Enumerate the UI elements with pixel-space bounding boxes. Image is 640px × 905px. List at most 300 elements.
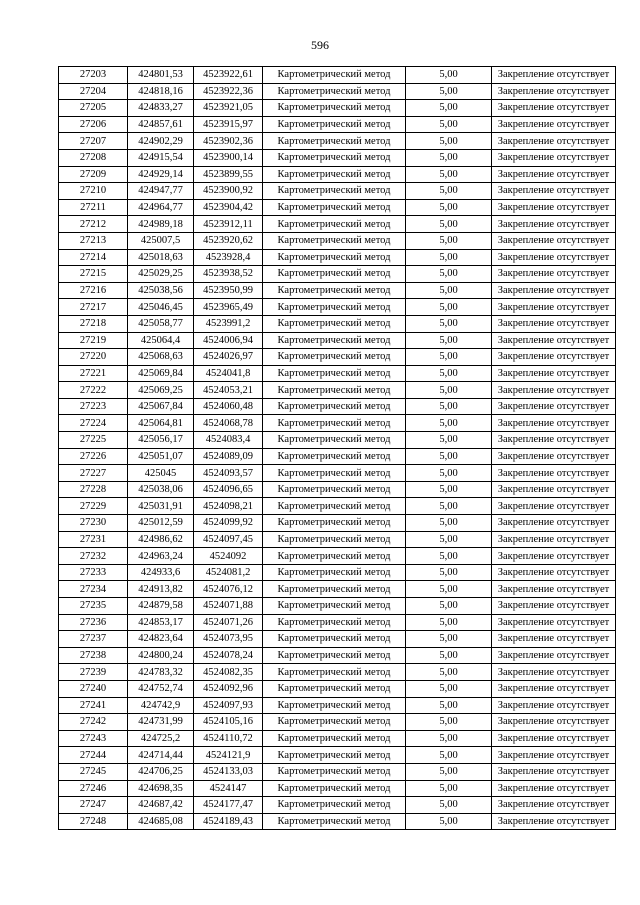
x-coordinate-cell: 425064,81	[128, 415, 194, 432]
x-coordinate-cell: 425018,63	[128, 249, 194, 266]
table-row	[59, 797, 616, 814]
table-row	[59, 149, 616, 166]
method-cell: Картометрический метод	[263, 797, 406, 814]
y-coordinate-cell: 4524147	[194, 780, 263, 797]
fixing-description-cell: Закрепление отсутствует	[492, 67, 616, 84]
method-cell: Картометрический метод	[263, 581, 406, 598]
page-number: 596	[311, 38, 329, 52]
x-coordinate-cell: 424706,25	[128, 763, 194, 780]
table-row	[59, 382, 616, 399]
point-number-cell: 27206	[59, 116, 128, 133]
accuracy-cell: 5,00	[406, 315, 492, 332]
point-number-cell: 27233	[59, 564, 128, 581]
table-row	[59, 647, 616, 664]
method-cell: Картометрический метод	[263, 83, 406, 100]
y-coordinate-cell: 4523912,11	[194, 216, 263, 233]
x-coordinate-cell: 424857,61	[128, 116, 194, 133]
method-cell: Картометрический метод	[263, 448, 406, 465]
point-number-cell: 27229	[59, 498, 128, 515]
accuracy-cell: 5,00	[406, 730, 492, 747]
table-row	[59, 730, 616, 747]
method-cell: Картометрический метод	[263, 332, 406, 349]
accuracy-cell: 5,00	[406, 763, 492, 780]
accuracy-cell: 5,00	[406, 647, 492, 664]
method-cell: Картометрический метод	[263, 747, 406, 764]
x-coordinate-cell: 424731,99	[128, 714, 194, 731]
method-cell: Картометрический метод	[263, 116, 406, 133]
table-row	[59, 249, 616, 266]
method-cell: Картометрический метод	[263, 631, 406, 648]
point-number-cell: 27228	[59, 481, 128, 498]
point-number-cell: 27234	[59, 581, 128, 598]
point-number-cell: 27231	[59, 531, 128, 548]
table-row	[59, 581, 616, 598]
point-number-cell: 27244	[59, 747, 128, 764]
fixing-description-cell: Закрепление отсутствует	[492, 631, 616, 648]
table-row	[59, 498, 616, 515]
accuracy-cell: 5,00	[406, 149, 492, 166]
table-row	[59, 598, 616, 615]
table-row	[59, 465, 616, 482]
fixing-description-cell: Закрепление отсутствует	[492, 730, 616, 747]
y-coordinate-cell: 4524071,26	[194, 614, 263, 631]
method-cell: Картометрический метод	[263, 216, 406, 233]
accuracy-cell: 5,00	[406, 714, 492, 731]
accuracy-cell: 5,00	[406, 614, 492, 631]
method-cell: Картометрический метод	[263, 564, 406, 581]
table-row	[59, 365, 616, 382]
method-cell: Картометрический метод	[263, 498, 406, 515]
table-row	[59, 67, 616, 84]
fixing-description-cell: Закрепление отсутствует	[492, 813, 616, 830]
y-coordinate-cell: 4524073,95	[194, 631, 263, 648]
y-coordinate-cell: 4523921,05	[194, 100, 263, 117]
y-coordinate-cell: 4524053,21	[194, 382, 263, 399]
table-row	[59, 664, 616, 681]
y-coordinate-cell: 4524092,96	[194, 680, 263, 697]
method-cell: Картометрический метод	[263, 365, 406, 382]
y-coordinate-cell: 4523965,49	[194, 299, 263, 316]
x-coordinate-cell: 424913,82	[128, 581, 194, 598]
fixing-description-cell: Закрепление отсутствует	[492, 133, 616, 150]
fixing-description-cell: Закрепление отсутствует	[492, 481, 616, 498]
fixing-description-cell: Закрепление отсутствует	[492, 714, 616, 731]
x-coordinate-cell: 424879,58	[128, 598, 194, 615]
y-coordinate-cell: 4523900,92	[194, 183, 263, 200]
table-row	[59, 199, 616, 216]
accuracy-cell: 5,00	[406, 664, 492, 681]
y-coordinate-cell: 4524078,24	[194, 647, 263, 664]
x-coordinate-cell: 425068,63	[128, 349, 194, 366]
table-row	[59, 216, 616, 233]
point-number-cell: 27203	[59, 67, 128, 84]
fixing-description-cell: Закрепление отсутствует	[492, 647, 616, 664]
method-cell: Картометрический метод	[263, 697, 406, 714]
method-cell: Картометрический метод	[263, 415, 406, 432]
fixing-description-cell: Закрепление отсутствует	[492, 664, 616, 681]
table-row	[59, 315, 616, 332]
accuracy-cell: 5,00	[406, 631, 492, 648]
x-coordinate-cell: 424833,27	[128, 100, 194, 117]
y-coordinate-cell: 4524189,43	[194, 813, 263, 830]
y-coordinate-cell: 4523902,36	[194, 133, 263, 150]
x-coordinate-cell: 425012,59	[128, 515, 194, 532]
method-cell: Картометрический метод	[263, 67, 406, 84]
accuracy-cell: 5,00	[406, 282, 492, 299]
point-number-cell: 27239	[59, 664, 128, 681]
accuracy-cell: 5,00	[406, 697, 492, 714]
point-number-cell: 27215	[59, 266, 128, 283]
x-coordinate-cell: 425046,45	[128, 299, 194, 316]
fixing-description-cell: Закрепление отсутствует	[492, 448, 616, 465]
x-coordinate-cell: 425007,5	[128, 232, 194, 249]
fixing-description-cell: Закрепление отсутствует	[492, 100, 616, 117]
fixing-description-cell: Закрепление отсутствует	[492, 282, 616, 299]
y-coordinate-cell: 4523991,2	[194, 315, 263, 332]
table-row	[59, 481, 616, 498]
accuracy-cell: 5,00	[406, 299, 492, 316]
x-coordinate-cell: 424714,44	[128, 747, 194, 764]
point-number-cell: 27248	[59, 813, 128, 830]
table-row	[59, 133, 616, 150]
table-row	[59, 299, 616, 316]
accuracy-cell: 5,00	[406, 581, 492, 598]
method-cell: Картометрический метод	[263, 598, 406, 615]
y-coordinate-cell: 4524092	[194, 548, 263, 565]
point-number-cell: 27226	[59, 448, 128, 465]
point-number-cell: 27242	[59, 714, 128, 731]
y-coordinate-cell: 4523920,62	[194, 232, 263, 249]
y-coordinate-cell: 4524083,4	[194, 432, 263, 449]
fixing-description-cell: Закрепление отсутствует	[492, 199, 616, 216]
method-cell: Картометрический метод	[263, 647, 406, 664]
method-cell: Картометрический метод	[263, 614, 406, 631]
accuracy-cell: 5,00	[406, 116, 492, 133]
accuracy-cell: 5,00	[406, 531, 492, 548]
x-coordinate-cell: 424823,64	[128, 631, 194, 648]
table-row	[59, 531, 616, 548]
x-coordinate-cell: 425069,84	[128, 365, 194, 382]
x-coordinate-cell: 424685,08	[128, 813, 194, 830]
table-row	[59, 515, 616, 532]
x-coordinate-cell: 424698,35	[128, 780, 194, 797]
point-number-cell: 27245	[59, 763, 128, 780]
y-coordinate-cell: 4524068,78	[194, 415, 263, 432]
y-coordinate-cell: 4524177,47	[194, 797, 263, 814]
fixing-description-cell: Закрепление отсутствует	[492, 614, 616, 631]
accuracy-cell: 5,00	[406, 481, 492, 498]
table-row	[59, 166, 616, 183]
method-cell: Картометрический метод	[263, 100, 406, 117]
method-cell: Картометрический метод	[263, 149, 406, 166]
method-cell: Картометрический метод	[263, 432, 406, 449]
method-cell: Картометрический метод	[263, 481, 406, 498]
y-coordinate-cell: 4523950,99	[194, 282, 263, 299]
point-number-cell: 27214	[59, 249, 128, 266]
x-coordinate-cell: 424818,16	[128, 83, 194, 100]
y-coordinate-cell: 4523900,14	[194, 149, 263, 166]
fixing-description-cell: Закрепление отсутствует	[492, 515, 616, 532]
accuracy-cell: 5,00	[406, 100, 492, 117]
fixing-description-cell: Закрепление отсутствует	[492, 166, 616, 183]
x-coordinate-cell: 424964,77	[128, 199, 194, 216]
x-coordinate-cell: 425038,06	[128, 481, 194, 498]
fixing-description-cell: Закрепление отсутствует	[492, 315, 616, 332]
fixing-description-cell: Закрепление отсутствует	[492, 564, 616, 581]
table-row	[59, 100, 616, 117]
fixing-description-cell: Закрепление отсутствует	[492, 548, 616, 565]
y-coordinate-cell: 4524098,21	[194, 498, 263, 515]
table-row	[59, 564, 616, 581]
y-coordinate-cell: 4524097,45	[194, 531, 263, 548]
accuracy-cell: 5,00	[406, 67, 492, 84]
method-cell: Картометрический метод	[263, 780, 406, 797]
y-coordinate-cell: 4524006,94	[194, 332, 263, 349]
fixing-description-cell: Закрепление отсутствует	[492, 432, 616, 449]
fixing-description-cell: Закрепление отсутствует	[492, 780, 616, 797]
point-number-cell: 27208	[59, 149, 128, 166]
fixing-description-cell: Закрепление отсутствует	[492, 697, 616, 714]
table-row	[59, 83, 616, 100]
y-coordinate-cell: 4523899,55	[194, 166, 263, 183]
method-cell: Картометрический метод	[263, 548, 406, 565]
x-coordinate-cell: 425045	[128, 465, 194, 482]
fixing-description-cell: Закрепление отсутствует	[492, 382, 616, 399]
point-number-cell: 27221	[59, 365, 128, 382]
accuracy-cell: 5,00	[406, 598, 492, 615]
y-coordinate-cell: 4524060,48	[194, 398, 263, 415]
accuracy-cell: 5,00	[406, 349, 492, 366]
point-number-cell: 27212	[59, 216, 128, 233]
table-row	[59, 614, 616, 631]
y-coordinate-cell: 4524089,09	[194, 448, 263, 465]
point-number-cell: 27218	[59, 315, 128, 332]
x-coordinate-cell: 424752,74	[128, 680, 194, 697]
fixing-description-cell: Закрепление отсутствует	[492, 332, 616, 349]
point-number-cell: 27247	[59, 797, 128, 814]
point-number-cell: 27216	[59, 282, 128, 299]
y-coordinate-cell: 4524097,93	[194, 697, 263, 714]
point-number-cell: 27213	[59, 232, 128, 249]
point-number-cell: 27235	[59, 598, 128, 615]
fixing-description-cell: Закрепление отсутствует	[492, 216, 616, 233]
accuracy-cell: 5,00	[406, 797, 492, 814]
fixing-description-cell: Закрепление отсутствует	[492, 266, 616, 283]
table-row	[59, 415, 616, 432]
y-coordinate-cell: 4524096,65	[194, 481, 263, 498]
x-coordinate-cell: 424929,14	[128, 166, 194, 183]
accuracy-cell: 5,00	[406, 465, 492, 482]
point-number-cell: 27207	[59, 133, 128, 150]
fixing-description-cell: Закрепление отсутствует	[492, 680, 616, 697]
fixing-description-cell: Закрепление отсутствует	[492, 349, 616, 366]
point-number-cell: 27210	[59, 183, 128, 200]
method-cell: Картометрический метод	[263, 714, 406, 731]
point-number-cell: 27241	[59, 697, 128, 714]
table-row	[59, 183, 616, 200]
x-coordinate-cell: 424783,32	[128, 664, 194, 681]
point-number-cell: 27219	[59, 332, 128, 349]
accuracy-cell: 5,00	[406, 249, 492, 266]
table-row	[59, 780, 616, 797]
fixing-description-cell: Закрепление отсутствует	[492, 498, 616, 515]
point-number-cell: 27205	[59, 100, 128, 117]
x-coordinate-cell: 424933,6	[128, 564, 194, 581]
y-coordinate-cell: 4524076,12	[194, 581, 263, 598]
x-coordinate-cell: 425056,17	[128, 432, 194, 449]
accuracy-cell: 5,00	[406, 133, 492, 150]
method-cell: Картометрический метод	[263, 183, 406, 200]
point-number-cell: 27224	[59, 415, 128, 432]
fixing-description-cell: Закрепление отсутствует	[492, 581, 616, 598]
x-coordinate-cell: 425069,25	[128, 382, 194, 399]
point-number-cell: 27240	[59, 680, 128, 697]
y-coordinate-cell: 4524099,92	[194, 515, 263, 532]
table-row	[59, 116, 616, 133]
accuracy-cell: 5,00	[406, 813, 492, 830]
fixing-description-cell: Закрепление отсутствует	[492, 763, 616, 780]
fixing-description-cell: Закрепление отсутствует	[492, 797, 616, 814]
fixing-description-cell: Закрепление отсутствует	[492, 149, 616, 166]
method-cell: Картометрический метод	[263, 315, 406, 332]
accuracy-cell: 5,00	[406, 498, 492, 515]
coordinates-table	[58, 66, 616, 830]
y-coordinate-cell: 4523928,4	[194, 249, 263, 266]
table-row	[59, 266, 616, 283]
fixing-description-cell: Закрепление отсутствует	[492, 398, 616, 415]
table-row	[59, 232, 616, 249]
method-cell: Картометрический метод	[263, 515, 406, 532]
point-number-cell: 27222	[59, 382, 128, 399]
accuracy-cell: 5,00	[406, 83, 492, 100]
method-cell: Картометрический метод	[263, 680, 406, 697]
y-coordinate-cell: 4524081,2	[194, 564, 263, 581]
fixing-description-cell: Закрепление отсутствует	[492, 531, 616, 548]
point-number-cell: 27211	[59, 199, 128, 216]
x-coordinate-cell: 425058,77	[128, 315, 194, 332]
fixing-description-cell: Закрепление отсутствует	[492, 365, 616, 382]
accuracy-cell: 5,00	[406, 266, 492, 283]
x-coordinate-cell: 425029,25	[128, 266, 194, 283]
method-cell: Картометрический метод	[263, 133, 406, 150]
method-cell: Картометрический метод	[263, 382, 406, 399]
x-coordinate-cell: 424801,53	[128, 67, 194, 84]
accuracy-cell: 5,00	[406, 365, 492, 382]
table-row	[59, 747, 616, 764]
table-row	[59, 548, 616, 565]
fixing-description-cell: Закрепление отсутствует	[492, 232, 616, 249]
accuracy-cell: 5,00	[406, 564, 492, 581]
x-coordinate-cell: 425038,56	[128, 282, 194, 299]
y-coordinate-cell: 4523915,97	[194, 116, 263, 133]
point-number-cell: 27217	[59, 299, 128, 316]
x-coordinate-cell: 424725,2	[128, 730, 194, 747]
point-number-cell: 27238	[59, 647, 128, 664]
y-coordinate-cell: 4524082,35	[194, 664, 263, 681]
table-body	[59, 67, 616, 830]
accuracy-cell: 5,00	[406, 199, 492, 216]
fixing-description-cell: Закрепление отсутствует	[492, 299, 616, 316]
point-number-cell: 27225	[59, 432, 128, 449]
table-row	[59, 763, 616, 780]
method-cell: Картометрический метод	[263, 730, 406, 747]
fixing-description-cell: Закрепление отсутствует	[492, 83, 616, 100]
accuracy-cell: 5,00	[406, 747, 492, 764]
x-coordinate-cell: 424986,62	[128, 531, 194, 548]
method-cell: Картометрический метод	[263, 664, 406, 681]
table-row	[59, 813, 616, 830]
y-coordinate-cell: 4524121,9	[194, 747, 263, 764]
method-cell: Картометрический метод	[263, 299, 406, 316]
method-cell: Картометрический метод	[263, 249, 406, 266]
accuracy-cell: 5,00	[406, 232, 492, 249]
point-number-cell: 27243	[59, 730, 128, 747]
accuracy-cell: 5,00	[406, 448, 492, 465]
accuracy-cell: 5,00	[406, 548, 492, 565]
table-row	[59, 332, 616, 349]
accuracy-cell: 5,00	[406, 216, 492, 233]
table-row	[59, 398, 616, 415]
point-number-cell: 27204	[59, 83, 128, 100]
accuracy-cell: 5,00	[406, 166, 492, 183]
method-cell: Картометрический метод	[263, 465, 406, 482]
point-number-cell: 27220	[59, 349, 128, 366]
x-coordinate-cell: 424963,24	[128, 548, 194, 565]
x-coordinate-cell: 424902,29	[128, 133, 194, 150]
x-coordinate-cell: 424853,17	[128, 614, 194, 631]
point-number-cell: 27223	[59, 398, 128, 415]
point-number-cell: 27237	[59, 631, 128, 648]
y-coordinate-cell: 4523922,36	[194, 83, 263, 100]
table-row	[59, 697, 616, 714]
y-coordinate-cell: 4524071,88	[194, 598, 263, 615]
method-cell: Картометрический метод	[263, 531, 406, 548]
point-number-cell: 27209	[59, 166, 128, 183]
y-coordinate-cell: 4524093,57	[194, 465, 263, 482]
method-cell: Картометрический метод	[263, 266, 406, 283]
y-coordinate-cell: 4524133,03	[194, 763, 263, 780]
point-number-cell: 27227	[59, 465, 128, 482]
point-number-cell: 27230	[59, 515, 128, 532]
fixing-description-cell: Закрепление отсутствует	[492, 598, 616, 615]
y-coordinate-cell: 4524041,8	[194, 365, 263, 382]
x-coordinate-cell: 424742,9	[128, 697, 194, 714]
x-coordinate-cell: 424989,18	[128, 216, 194, 233]
method-cell: Картометрический метод	[263, 232, 406, 249]
accuracy-cell: 5,00	[406, 415, 492, 432]
y-coordinate-cell: 4524110,72	[194, 730, 263, 747]
table-row	[59, 432, 616, 449]
accuracy-cell: 5,00	[406, 183, 492, 200]
x-coordinate-cell: 424800,24	[128, 647, 194, 664]
fixing-description-cell: Закрепление отсутствует	[492, 116, 616, 133]
fixing-description-cell: Закрепление отсутствует	[492, 183, 616, 200]
y-coordinate-cell: 4524026,97	[194, 349, 263, 366]
table-row	[59, 448, 616, 465]
accuracy-cell: 5,00	[406, 515, 492, 532]
accuracy-cell: 5,00	[406, 432, 492, 449]
table-row	[59, 349, 616, 366]
x-coordinate-cell: 424687,42	[128, 797, 194, 814]
method-cell: Картометрический метод	[263, 282, 406, 299]
x-coordinate-cell: 425064,4	[128, 332, 194, 349]
table-row	[59, 680, 616, 697]
accuracy-cell: 5,00	[406, 780, 492, 797]
fixing-description-cell: Закрепление отсутствует	[492, 415, 616, 432]
method-cell: Картометрический метод	[263, 813, 406, 830]
x-coordinate-cell: 425067,84	[128, 398, 194, 415]
y-coordinate-cell: 4523904,42	[194, 199, 263, 216]
